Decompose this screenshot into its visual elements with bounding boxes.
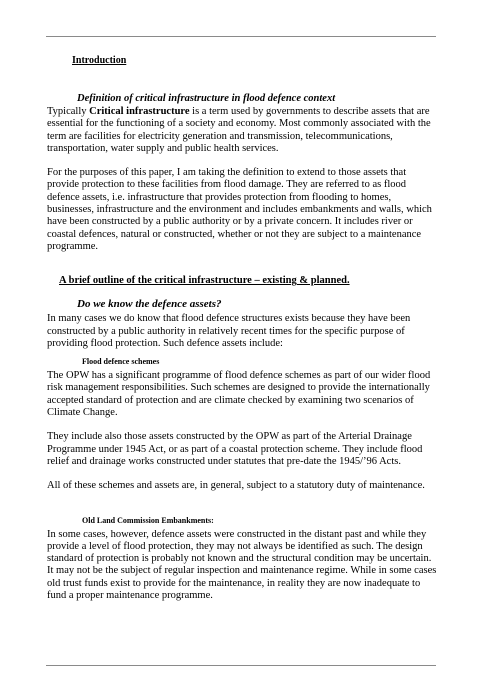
introduction-heading: Introduction xyxy=(72,55,127,66)
definition-lead-text: Typically xyxy=(47,106,90,117)
definition-paragraph-1 xyxy=(47,106,437,155)
old-land-commission-paragraph: In some cases, however, defence assets were constructed in the distant past and while they provide a level of flood protection, they may not always be identified as such. The design standard of protection is probably not known and the structural condition may be uncertain. It may not be the subject of regular inspection and maintenance regime. While in some cases old trust funds exist to provide for the maintenance, in reality they are now inadequate to fund a proper maintenance programme. xyxy=(47,528,437,602)
critical-infrastructure-term: Critical infrastructure xyxy=(89,106,190,117)
outline-heading: A brief outline of the critical infrastructure – existing & planned. xyxy=(59,275,350,287)
definition-paragraph-2: For the purposes of this paper, I am taking the definition to extend to those assets that provide protection to these facilities from flood damage. They are referred to as flood defence assets, i.e. infrastructure that provides protection from flooding to homes, businesses, infrastructure and the environment and includes embankments and walls, which have been constructed by a public authority or by a private concern. It includes river or coastal defences, natural or constructed, whether or not they are subject to a maintenance programme. xyxy=(47,167,432,252)
footer-rule xyxy=(46,665,436,666)
flood-defence-paragraph-1: The OPW has a significant programme of flood defence schemes as part of our wider flood risk management responsibilities. Such schemes are designed to provide the internationally accepted standard of protection and are climate checked by examining two scenarios of Climate Change. xyxy=(47,370,431,419)
flood-defence-paragraph-3: All of these schemes and assets are, in general, subject to a statutory duty of maintenance. xyxy=(47,480,425,492)
defence-assets-paragraph: In many cases we do know that flood defence structures exists because they have been constructed by a public authority in relatively recent times for the specific purpose of providing flood protection. Such defence assets include: xyxy=(47,313,411,349)
header-rule xyxy=(46,36,436,37)
document-page xyxy=(47,55,437,602)
flood-defence-paragraph-2: They include also those assets constructed by the OPW as part of the Arterial Drainage Programme under 1945 Act, or as part of a coastal protection scheme. They include flood relief and drainage works constructed under statutes that pre-date the 1945/’96 Acts. xyxy=(47,431,423,467)
definition-rest-text: is a term used by governments to describe assets that are essential for the functioning of a society and economy. Most commonly associated with the term are facilities for electricity generation and transmission, telecommunications, transportation, water supply and public health services. xyxy=(47,106,431,154)
definition-heading: Definition of critical infrastructure in flood defence context xyxy=(77,93,336,104)
defence-assets-heading: Do we know the defence assets? xyxy=(77,298,222,311)
old-land-commission-heading: Old Land Commission Embankments: xyxy=(82,515,214,525)
flood-defence-schemes-heading: Flood defence schemes xyxy=(82,357,160,367)
